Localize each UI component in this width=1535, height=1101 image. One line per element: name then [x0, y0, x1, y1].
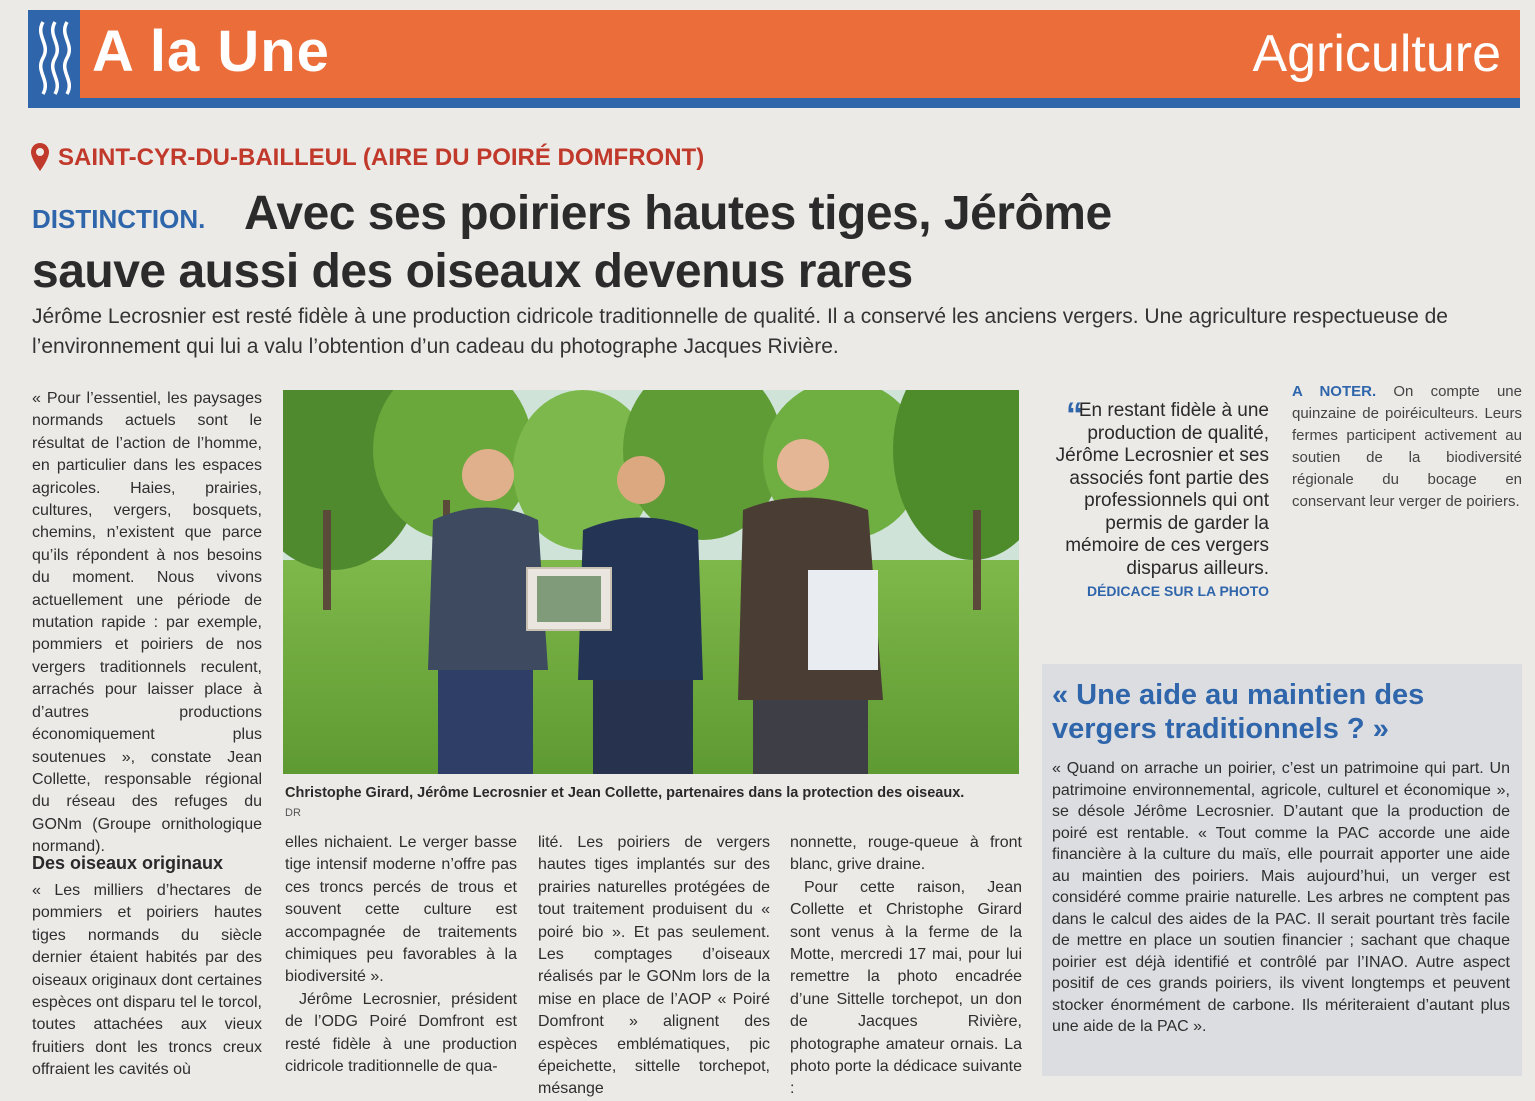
location-label: SAINT-CYR-DU-BAILLEUL (AIRE DU POIRÉ DOMFRONT): [58, 144, 705, 171]
photo-caption: [285, 784, 975, 823]
body-subhead: Des oiseaux originaux: [32, 853, 224, 873]
body-column-1: [32, 388, 262, 859]
body-column-4: [790, 832, 1022, 1101]
sidebar-box-text: « Quand on arrache un poirier, c’est un patrimoine qui part. Un patrimoine environnemental, agricole, culturel et économique », se désole Jérôme Lecrosnier. D’autant que la production de poiré est rentable. « Tout comme la PAC accorde une aide financière à la culture du maïs, elle pourrait apporter une aide au maintien des poiriers. Mais aujourd’hui, un verger est considéré comme prairie naturelle. Les arbres ne comptent pas dans le calcul des aides de la PAC. Il serait pourtant très facile de mettre en place un soutien financier ; sachant que chaque poirier est déjà identifié et contrôlé par l’INAO. Autre aspect positif de ces grands poiriers, ils vivent longtemps et peuvent stocker énormément de carbone. Ils mériteraient d’autant plus une aide de la PAC ».: [1052, 760, 1510, 1035]
photo-credit: DR: [285, 807, 301, 819]
rubric-title: A la Une: [92, 19, 330, 84]
header-underline: [28, 98, 1520, 108]
headline-line-1: Avec ses poiriers hautes tiges, Jérôme: [244, 187, 1112, 240]
body-paragraph: elles nichaient. Le verger basse tige intensif moderne n’offre pas ces troncs percés de trous et souvent cette culture est accompagnée de traitements chimiques peu favorables à la biodiversité ».: [285, 834, 517, 986]
body-column-1-continued: [32, 880, 262, 1082]
note-label: A NOTER.: [1292, 383, 1377, 400]
body-paragraph: nonnette, rouge-queue à front blanc, grive draine.: [790, 834, 1022, 874]
pull-quote: En restant fidèle à une production de qualité, Jérôme Lecrosnier et ses associés font partie des professionnels qui ont permis de garder la mémoire de ces vergers disparus ailleurs.: [1055, 400, 1269, 579]
body-paragraph: lité. Les poiriers de vergers hautes tiges implantés sur des prairies naturelles protégées de tout traitement produisent du « poiré bio ». Et pas seulement. Les comptages d’oiseaux réalisés par le GONm lors de la mise en place de l’AOP « Poiré Domfront » alignent des espèces emblématiques, pic épeichette, sittelle torchepot, mésange: [538, 834, 770, 1098]
article-lede: Jérôme Lecrosnier est resté fidèle à une production cidricole traditionnelle de qualité. Il a conservé les anciens vergers. Une agriculture respectueuse de l’environnement qui lui a valu l’obtention d’un cadeau du photographe Jacques Rivière.: [32, 305, 1448, 358]
quote-mark-icon: “: [1066, 396, 1083, 434]
body-paragraph: « Pour l’essentiel, les paysages normands actuels sont le résultat de l’action de l’homme, en particulier dans les espaces agricoles. Haies, prairies, cultures, vergers, bosquets, chemins, n’existent que parce qu’ils répondent à nos besoins du moment. Nous vivons actuellement une période de mutation rapide : par exemple, pommiers et poiriers de nos vergers traditionnels reculent, arrachés pour laisser place à d’autres productions économiquement plus soutenues », constate Jean Collette, responsable régional du réseau des refuges du GONm (Groupe ornithologique normand).: [32, 390, 262, 856]
location-pin-icon: [30, 142, 50, 172]
sidebar-box-title: « Une aide au maintien des vergers traditionnels ? »: [1052, 679, 1425, 745]
body-column-3: [538, 832, 770, 1101]
headline-kicker: DISTINCTION.: [32, 204, 206, 234]
body-column-2: [285, 832, 517, 1078]
body-paragraph: Jérôme Lecrosnier, président de l’ODG Poiré Domfront est resté fidèle à une production cidricole traditionnelle de qua-: [285, 990, 517, 1076]
note-text: On compte une quinzaine de poiréiculteurs. Leurs fermes participent activement au soutien de la biodiversité régionale du bocage en conservant leur verger de poiriers.: [1292, 383, 1522, 510]
section-title: Agriculture: [1252, 25, 1501, 83]
waves-icon: [33, 18, 75, 98]
note-block: [1292, 381, 1522, 513]
article-photo: [283, 390, 1019, 774]
body-paragraph: Pour cette raison, Jean Collette et Christophe Girard sont venus à la ferme de la Motte, mercredi 17 mai, pour lui remettre la photo encadrée d’une Sittelle torchepot, un don de Jacques Rivière, photographe amateur ornais. La photo porte la dédicace suivante :: [790, 878, 1022, 1098]
pull-quote-signature: DÉDICACE SUR LA PHOTO: [1086, 583, 1269, 599]
photo-caption-text: Christophe Girard, Jérôme Lecrosnier et Jean Collette, partenaires dans la protection des oiseaux.: [285, 785, 965, 801]
body-paragraph: « Les milliers d’hectares de pommiers et poiriers hautes tiges normands du siècle dernier étaient habités par des oiseaux originaux dont certaines espèces ont disparu tel le torcol, toutes attachées aux vieux fruitiers dont les troncs creux offraient les cavités où: [32, 882, 262, 1079]
headline-line-2: sauve aussi des oiseaux devenus rares: [32, 245, 913, 298]
